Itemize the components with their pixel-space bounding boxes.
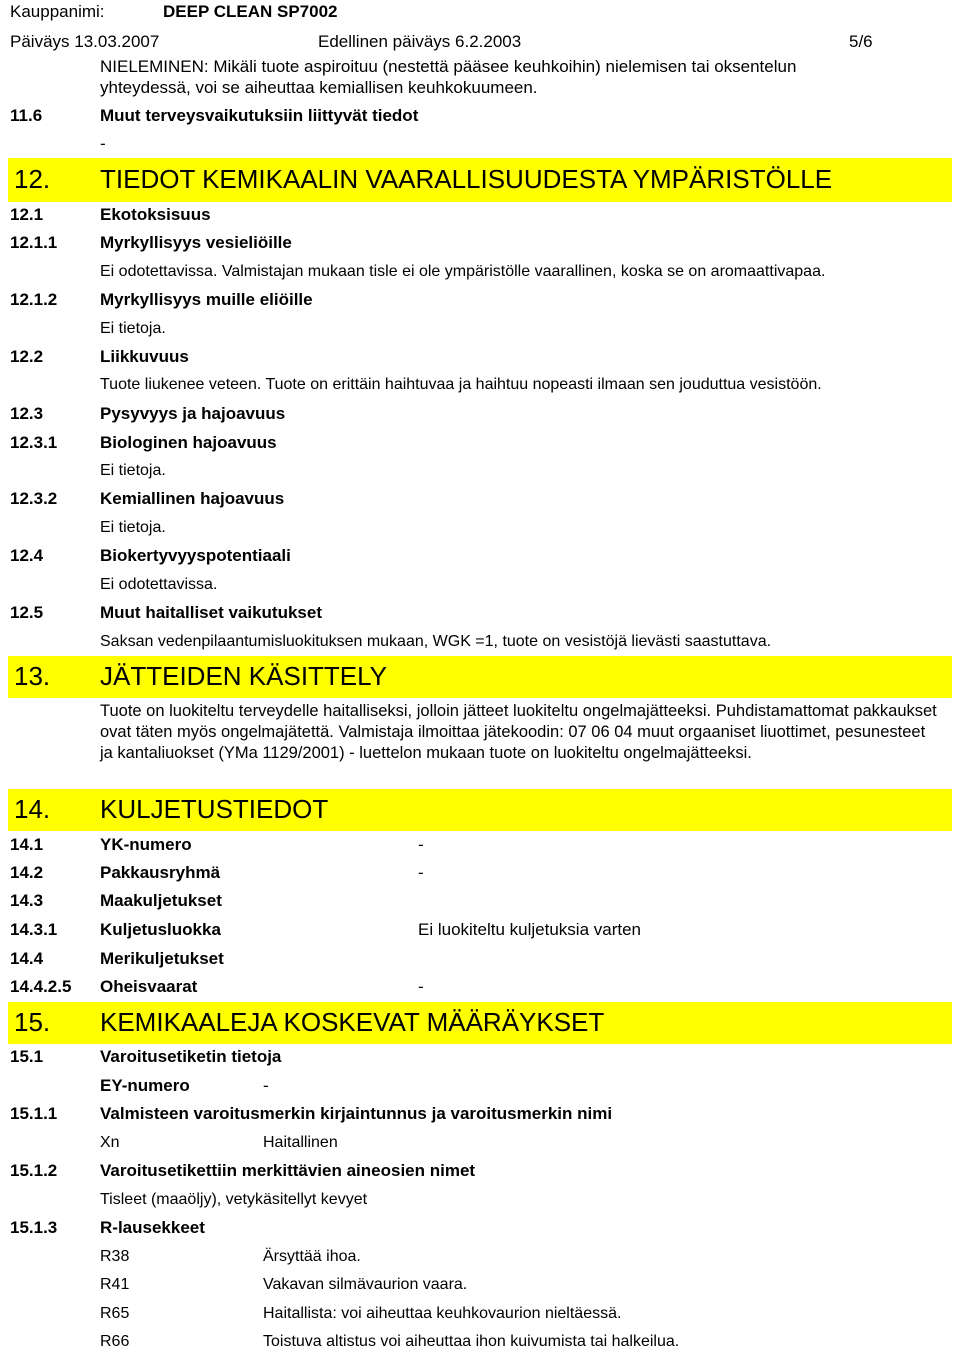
transport-number: 14.4.2.5 bbox=[10, 977, 72, 996]
section-number: 11.6 bbox=[10, 106, 43, 125]
previous-date: Edellinen päiväys 6.2.2003 bbox=[318, 32, 522, 51]
subsection-text: Ei tietoja. bbox=[100, 519, 166, 536]
subsection-number: 12.2 bbox=[10, 347, 44, 366]
section-13-header bbox=[8, 656, 952, 698]
subsection-label: Kemiallinen hajoavuus bbox=[100, 489, 285, 508]
section-value: - bbox=[100, 134, 106, 153]
transport-number: 14.2 bbox=[10, 863, 44, 882]
section-13-number: 13. bbox=[14, 661, 51, 691]
subsection-label: Liikkuvuus bbox=[100, 347, 189, 366]
transport-number: 14.1 bbox=[10, 835, 44, 854]
section-14-title: KULJETUSTIEDOT bbox=[100, 794, 329, 824]
subsection-number: 12.3.2 bbox=[10, 489, 58, 508]
transport-label: Maakuljetukset bbox=[100, 891, 222, 910]
transport-label: Merikuljetukset bbox=[100, 949, 224, 968]
transport-value: - bbox=[418, 863, 424, 882]
subsection-label: Varoitusetikettiin merkittävien aineosien nimet bbox=[100, 1161, 476, 1180]
subsection-number: 12.3.1 bbox=[10, 433, 58, 452]
subsection-label: Pysyvyys ja hajoavuus bbox=[100, 404, 286, 423]
r-phrase-code: R38 bbox=[100, 1248, 130, 1265]
section-12-title: TIEDOT KEMIKAALIN VAARALLISUUDESTA YMPÄRISTÖLLE bbox=[100, 164, 833, 194]
section-14-number: 14. bbox=[14, 794, 51, 824]
section-15-header bbox=[8, 1002, 952, 1044]
revision-date: Päiväys 13.03.2007 bbox=[10, 32, 160, 51]
ey-number-value: - bbox=[263, 1076, 269, 1095]
transport-label: YK-numero bbox=[100, 835, 192, 854]
transport-value: - bbox=[418, 977, 424, 996]
transport-number: 14.4 bbox=[10, 949, 44, 968]
ey-number-label: EY-numero bbox=[100, 1076, 190, 1095]
r-phrase-text: Vakavan silmävaurion vaara. bbox=[263, 1276, 468, 1293]
section-13-title: JÄTTEIDEN KÄSITTELY bbox=[100, 661, 388, 691]
subsection-number: 12.4 bbox=[10, 546, 44, 565]
subsection-text: Ei tietoja. bbox=[100, 320, 166, 337]
subsection-text: Saksan vedenpilaantumisluokituksen mukaan, WGK =1, tuote on vesistöjä lievästi saastuttava. bbox=[100, 633, 772, 650]
section-15-number: 15. bbox=[14, 1007, 51, 1037]
components-text: Tisleet (maaöljy), vetykäsitellyt kevyet bbox=[100, 1191, 368, 1208]
subsection-number: 15.1.3 bbox=[10, 1218, 58, 1237]
subsection-label: Valmisteen varoitusmerkin kirjaintunnus ja varoitusmerkin nimi bbox=[100, 1104, 613, 1123]
section-12-number: 12. bbox=[14, 164, 51, 194]
r-phrase-text: Ärsyttää ihoa. bbox=[263, 1248, 361, 1265]
r-phrase-text: Toistuva altistus voi aiheuttaa ihon kuivumista tai halkeilua. bbox=[263, 1333, 680, 1350]
subsection-label: Varoitusetiketin tietoja bbox=[100, 1047, 282, 1066]
subsection-number: 12.1.1 bbox=[10, 233, 58, 252]
subsection-number: 12.5 bbox=[10, 603, 44, 622]
subsection-text: Tuote liukenee veteen. Tuote on erittäin haihtuvaa ja haihtuu nopeasti ilmaan sen jouduttua vesistöön. bbox=[100, 376, 822, 393]
product-name: DEEP CLEAN SP7002 bbox=[163, 2, 338, 21]
transport-value: Ei luokiteltu kuljetuksia varten bbox=[418, 920, 642, 939]
transport-value: - bbox=[418, 835, 424, 854]
subsection-number: 15.1.1 bbox=[10, 1104, 58, 1123]
subsection-number: 12.3 bbox=[10, 404, 44, 423]
transport-label: Oheisvaarat bbox=[100, 977, 198, 996]
symbol-name: Haitallinen bbox=[263, 1134, 338, 1151]
r-phrase-code: R41 bbox=[100, 1276, 130, 1293]
subsection-text: Ei tietoja. bbox=[100, 462, 166, 479]
subsection-label: Biologinen hajoavuus bbox=[100, 433, 277, 452]
transport-label: Kuljetusluokka bbox=[100, 920, 221, 939]
subsection-label: Biokertyvyyspotentiaali bbox=[100, 546, 291, 565]
page-number: 5/6 bbox=[849, 32, 873, 51]
transport-number: 14.3.1 bbox=[10, 920, 58, 939]
section-label: Muut terveysvaikutuksiin liittyvät tiedot bbox=[100, 106, 419, 125]
disposal-text: Tuote on luokiteltu terveydelle haitalliseksi, jolloin jätteet luokiteltu ongelmajätteeksi. Puhdistamattomat pakkaukset ovat täten myös ongelmajätettä. Valmistaja ilmoittaa jätekoodin: 07 06 04 muut orgaaniset liuottimet, pesunesteet ja kantaliuokset (YMa 1129/2001) - luettelon mukaan tuote on luokiteltu ongelmajätteeksi. bbox=[100, 702, 937, 762]
subsection-label: Myrkyllisyys vesieliöille bbox=[100, 233, 292, 252]
subsection-number: 15.1 bbox=[10, 1047, 44, 1066]
product-label: Kauppanimi: bbox=[10, 2, 105, 21]
subsection-number: 15.1.2 bbox=[10, 1161, 58, 1180]
r-phrase-code: R66 bbox=[100, 1333, 130, 1350]
section-12-header bbox=[8, 158, 952, 202]
section-15-title: KEMIKAALEJA KOSKEVAT MÄÄRÄYKSET bbox=[100, 1007, 605, 1037]
r-phrase-text: Haitallista: voi aiheuttaa keuhkovaurion nieltäessä. bbox=[263, 1305, 622, 1322]
r-phrase-code: R65 bbox=[100, 1305, 130, 1322]
subsection-label: Ekotoksisuus bbox=[100, 205, 211, 224]
section-14-header bbox=[8, 789, 952, 831]
subsection-number: 12.1.2 bbox=[10, 290, 58, 309]
subsection-number: 12.1 bbox=[10, 205, 44, 224]
symbol-code: Xn bbox=[100, 1134, 120, 1151]
transport-label: Pakkausryhmä bbox=[100, 863, 221, 882]
subsection-label: R-lausekkeet bbox=[100, 1218, 205, 1237]
subsection-label: Myrkyllisyys muille eliöille bbox=[100, 290, 313, 309]
transport-number: 14.3 bbox=[10, 891, 44, 910]
ingestion-text: NIELEMINEN: Mikäli tuote aspiroituu (nestettä pääsee keuhkoihin) nielemisen tai oksentelun yhteydessä, voi se aiheuttaa kemiallisen keuhkokuumeen. bbox=[100, 57, 797, 97]
subsection-label: Muut haitalliset vaikutukset bbox=[100, 603, 322, 622]
subsection-text: Ei odotettavissa. Valmistajan mukaan tisle ei ole ympäristölle vaarallinen, koska se on aromaattivapaa. bbox=[100, 263, 826, 280]
subsection-text: Ei odotettavissa. bbox=[100, 576, 218, 593]
